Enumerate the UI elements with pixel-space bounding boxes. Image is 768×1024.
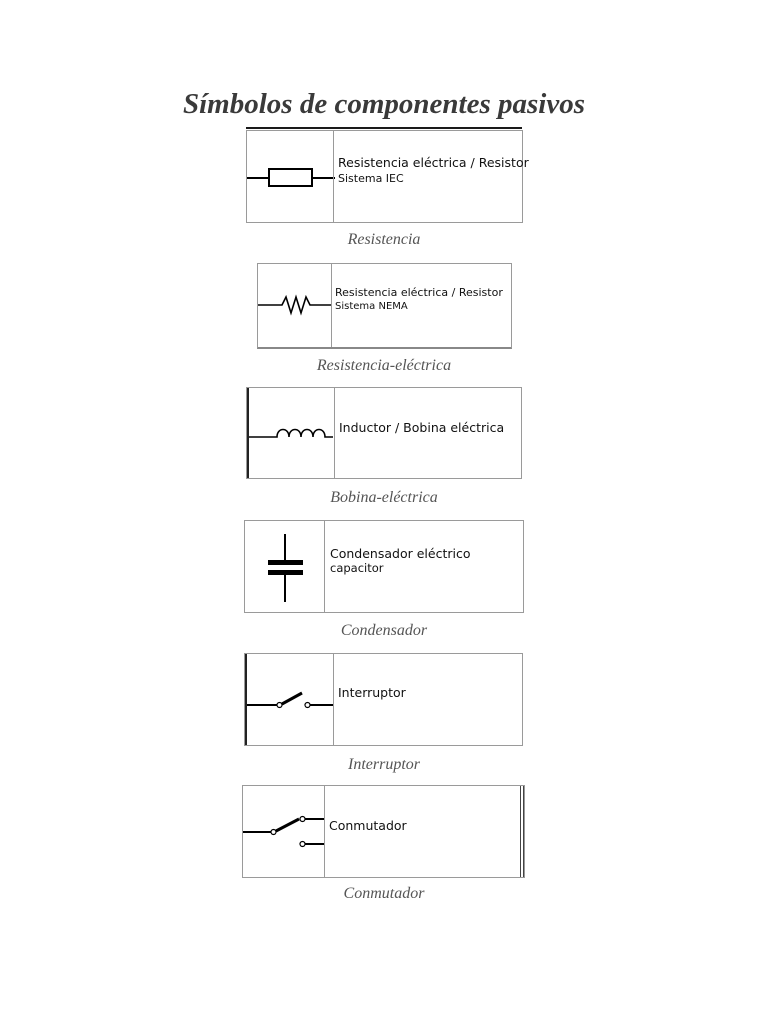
symbol-card-changeover-switch (242, 785, 525, 878)
symbol-label: Inductor / Bobina eléctrica (339, 420, 505, 435)
switch-icon (245, 654, 334, 745)
changeover-switch-icon (243, 786, 325, 877)
symbol-card-inductor (246, 387, 522, 479)
symbol-card-capacitor (244, 520, 524, 613)
symbol-label: Resistencia eléctrica / Resistor (335, 286, 503, 299)
symbol-caption: Resistencia (347, 231, 421, 248)
symbol-caption: Resistencia-eléctrica (316, 357, 452, 374)
symbol-caption: Bobina-eléctrica (330, 489, 438, 506)
symbol-sublabel: capacitor (330, 561, 384, 575)
resistor-iec-icon (247, 131, 335, 222)
symbol-label: Condensador eléctrico (330, 546, 471, 561)
inductor-icon (247, 388, 335, 478)
page-title: Símbolos de componentes pasivos (183, 88, 585, 120)
symbol-sublabel: Sistema NEMA (335, 301, 408, 312)
symbol-label: Interruptor (338, 685, 406, 700)
symbol-card-resistor-nema (257, 263, 512, 349)
symbol-caption: Interruptor (348, 756, 420, 773)
resistor-nema-icon (258, 264, 332, 348)
symbol-sublabel: Sistema IEC (338, 172, 404, 185)
symbol-card-switch (244, 653, 523, 746)
symbol-caption: Conmutador (343, 885, 425, 902)
symbol-label: Resistencia eléctrica / Resistor (338, 155, 529, 170)
title-underline (246, 127, 522, 129)
symbol-label: Conmutador (329, 818, 407, 833)
symbol-caption: Condensador (340, 622, 428, 639)
capacitor-icon (245, 521, 325, 612)
symbol-card-resistor-iec (246, 130, 529, 223)
